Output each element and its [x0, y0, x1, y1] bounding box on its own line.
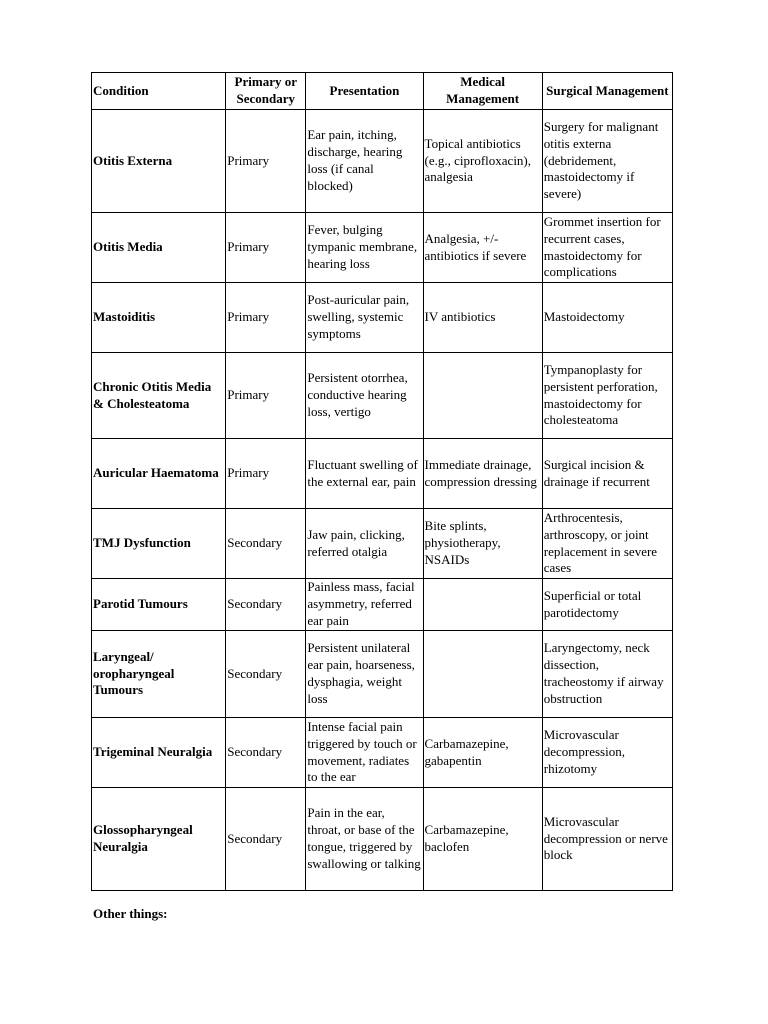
- presentation-cell: Pain in the ear, throat, or base of the tongue, triggered by swallowing or talking: [306, 788, 423, 891]
- medical-cell: Carbamazepine, gabapentin: [423, 718, 542, 788]
- table-row: [92, 283, 673, 353]
- table-row: [92, 110, 673, 213]
- surgical-cell: Arthrocentesis, arthroscopy, or joint replacement in severe cases: [542, 509, 672, 579]
- medical-cell: IV antibiotics: [423, 283, 542, 353]
- header-presentation: Presentation: [306, 73, 423, 110]
- surgical-cell: Grommet insertion for recurrent cases, mastoidectomy for complications: [542, 213, 672, 283]
- condition-cell: Laryngeal/ oropharyngeal Tumours: [92, 631, 226, 718]
- medical-cell: Bite splints, physiotherapy, NSAIDs: [423, 509, 542, 579]
- type-cell: Primary: [226, 439, 306, 509]
- table-row: [92, 788, 673, 891]
- presentation-cell: Fever, bulging tympanic membrane, hearing loss: [306, 213, 423, 283]
- table-row: [92, 579, 673, 631]
- type-cell: Primary: [226, 353, 306, 439]
- surgical-cell: Microvascular decompression, rhizotomy: [542, 718, 672, 788]
- type-cell: Primary: [226, 283, 306, 353]
- presentation-cell: Fluctuant swelling of the external ear, pain: [306, 439, 423, 509]
- presentation-cell: Painless mass, facial asymmetry, referred ear pain: [306, 579, 423, 631]
- type-cell: Primary: [226, 213, 306, 283]
- type-cell: Secondary: [226, 579, 306, 631]
- surgical-cell: Laryngectomy, neck dissection, tracheostomy if airway obstruction: [542, 631, 672, 718]
- surgical-cell: Microvascular decompression or nerve block: [542, 788, 672, 891]
- presentation-cell: Post-auricular pain, swelling, systemic symptoms: [306, 283, 423, 353]
- presentation-cell: Ear pain, itching, discharge, hearing loss (if canal blocked): [306, 110, 423, 213]
- surgical-cell: Superficial or total parotidectomy: [542, 579, 672, 631]
- table-row: [92, 509, 673, 579]
- condition-cell: Glossopharyngeal Neuralgia: [92, 788, 226, 891]
- surgical-cell: Mastoidectomy: [542, 283, 672, 353]
- condition-cell: Otitis Media: [92, 213, 226, 283]
- medical-cell: Carbamazepine, baclofen: [423, 788, 542, 891]
- condition-cell: Auricular Haematoma: [92, 439, 226, 509]
- header-surgical-management: Surgical Management: [542, 73, 672, 110]
- table-header-row: [92, 73, 673, 110]
- condition-cell: Chronic Otitis Media & Cholesteatoma: [92, 353, 226, 439]
- medical-cell: Immediate drainage, compression dressing: [423, 439, 542, 509]
- medical-cell: Analgesia, +/- antibiotics if severe: [423, 213, 542, 283]
- table-row: [92, 718, 673, 788]
- type-cell: Secondary: [226, 509, 306, 579]
- surgical-cell: Tympanoplasty for persistent perforation, mastoidectomy for cholesteatoma: [542, 353, 672, 439]
- condition-cell: Trigeminal Neuralgia: [92, 718, 226, 788]
- type-cell: Secondary: [226, 631, 306, 718]
- header-primary-secondary: Primary or Secondary: [226, 73, 306, 110]
- conditions-table: [91, 72, 673, 891]
- type-cell: Secondary: [226, 718, 306, 788]
- medical-cell: [423, 353, 542, 439]
- surgical-cell: Surgery for malignant otitis externa (debridement, mastoidectomy if severe): [542, 110, 672, 213]
- presentation-cell: Persistent unilateral ear pain, hoarseness, dysphagia, weight loss: [306, 631, 423, 718]
- table-row: [92, 353, 673, 439]
- type-cell: Primary: [226, 110, 306, 213]
- medical-cell: [423, 579, 542, 631]
- condition-cell: TMJ Dysfunction: [92, 509, 226, 579]
- presentation-cell: Jaw pain, clicking, referred otalgia: [306, 509, 423, 579]
- table-row: [92, 631, 673, 718]
- condition-cell: Otitis Externa: [92, 110, 226, 213]
- medical-cell: [423, 631, 542, 718]
- presentation-cell: Persistent otorrhea, conductive hearing loss, vertigo: [306, 353, 423, 439]
- type-cell: Secondary: [226, 788, 306, 891]
- medical-cell: Topical antibiotics (e.g., ciprofloxacin), analgesia: [423, 110, 542, 213]
- header-medical-management: Medical Management: [423, 73, 542, 110]
- other-things-heading: Other things:: [93, 906, 168, 921]
- condition-cell: Mastoiditis: [92, 283, 226, 353]
- table-row: [92, 213, 673, 283]
- presentation-cell: Intense facial pain triggered by touch or movement, radiates to the ear: [306, 718, 423, 788]
- table-row: [92, 439, 673, 509]
- surgical-cell: Surgical incision & drainage if recurrent: [542, 439, 672, 509]
- condition-cell: Parotid Tumours: [92, 579, 226, 631]
- header-condition: Condition: [92, 73, 226, 110]
